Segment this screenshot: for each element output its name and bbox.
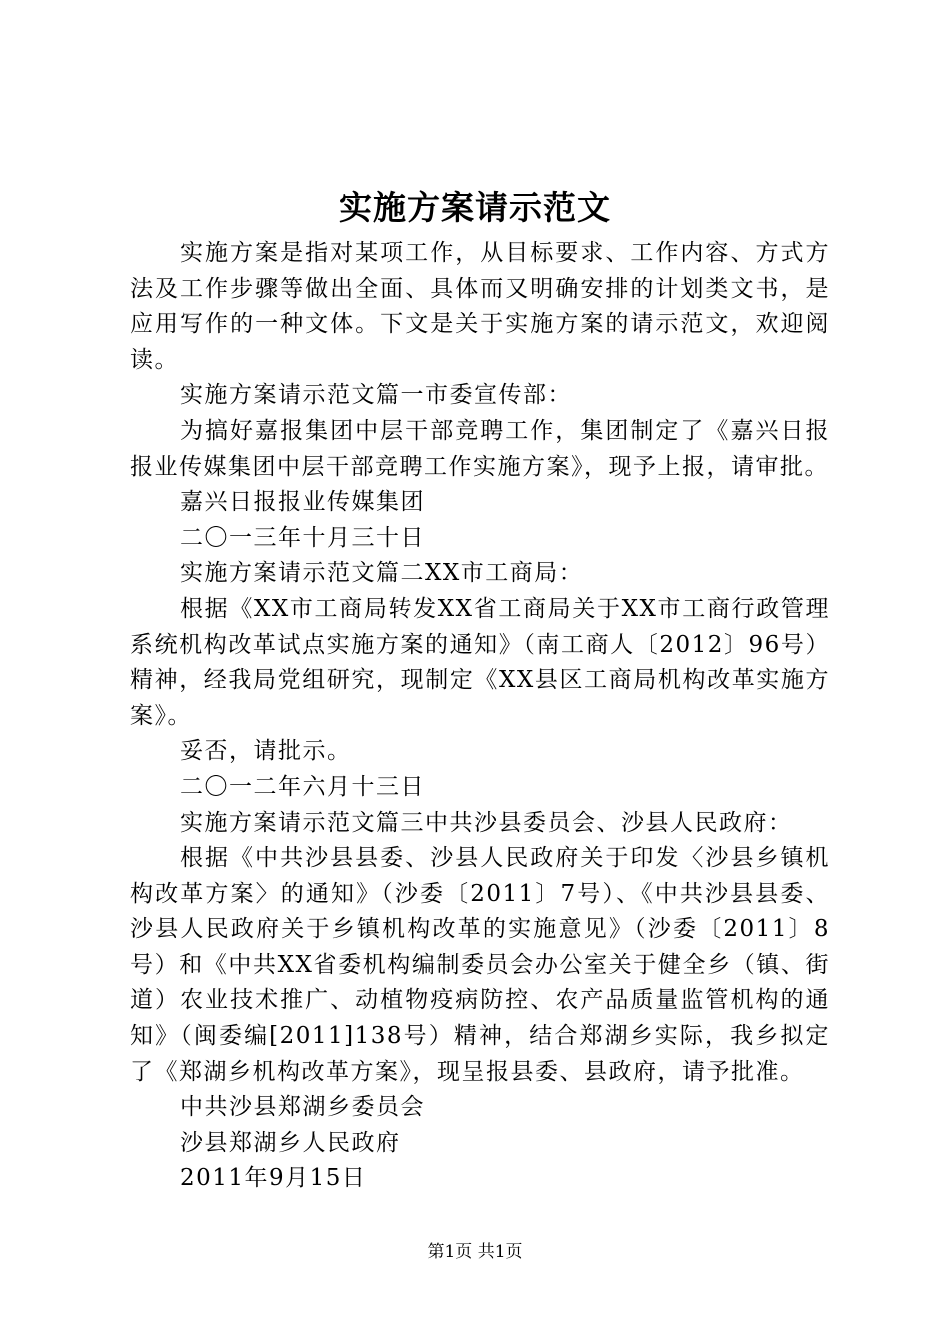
- document-body: [130, 236, 830, 1197]
- paragraph-heading-1: 实施方案请示范文篇一市委宣传部：: [180, 382, 572, 409]
- paragraph-date-3: 2011年9月15日: [180, 1165, 367, 1192]
- page-number-footer: 第1页 共1页: [427, 1242, 523, 1262]
- paragraph-signature-3b: 沙县郑湖乡人民政府: [180, 1129, 401, 1156]
- paragraph-heading-3: 实施方案请示范文篇三中共沙县委员会、沙县人民政府：: [180, 809, 793, 836]
- paragraph-date-1: 二〇一三年十月三十日: [180, 524, 425, 551]
- paragraph-content-1: 为搞好嘉报集团中层干部竞聘工作，集团制定了《嘉兴日报报业传媒集团中层干部竞聘工作实施方案》，现予上报，请审批。: [130, 417, 830, 480]
- paragraph-intro: 实施方案是指对某项工作，从目标要求、工作内容、方式方法及工作步骤等做出全面、具体而又明确安排的计划类文书，是应用写作的一种文体。下文是关于实施方案的请示范文，欢迎阅读。: [130, 240, 830, 373]
- paragraph-date-2: 二〇一二年六月十三日: [180, 773, 425, 800]
- paragraph-content-3: 根据《中共沙县县委、沙县人民政府关于印发〈沙县乡镇机构改革方案〉的通知》（沙委〔2011〕7号）、《中共沙县县委、沙县人民政府关于乡镇机构改革的实施意见》（沙委〔2011〕8号）和《中共XX省委机构编制委员会办公室关于健全乡（镇、街道）农业技术推广、动植物疫病防控、农产品质量监管机构的通知》（闽委编[2011]138号）精神，结合郑湖乡实际，我乡拟定了《郑湖乡机构改革方案》，现呈报县委、县政府，请予批准。: [130, 845, 830, 1085]
- paragraph-content-2: 根据《XX市工商局转发XX省工商局关于XX市工商行政管理系统机构改革试点实施方案的通知》（南工商人〔2012〕96号）精神，经我局党组研究，现制定《XX县区工商局机构改革实施方案》。: [130, 595, 830, 729]
- document-title: 实施方案请示范文: [339, 188, 611, 227]
- paragraph-heading-2: 实施方案请示范文篇二XX市工商局：: [180, 560, 584, 587]
- paragraph-signature-3a: 中共沙县郑湖乡委员会: [180, 1094, 425, 1121]
- paragraph-signature-1: 嘉兴日报报业传媒集团: [180, 489, 425, 516]
- paragraph-request-2: 妥否，请批示。: [180, 738, 352, 765]
